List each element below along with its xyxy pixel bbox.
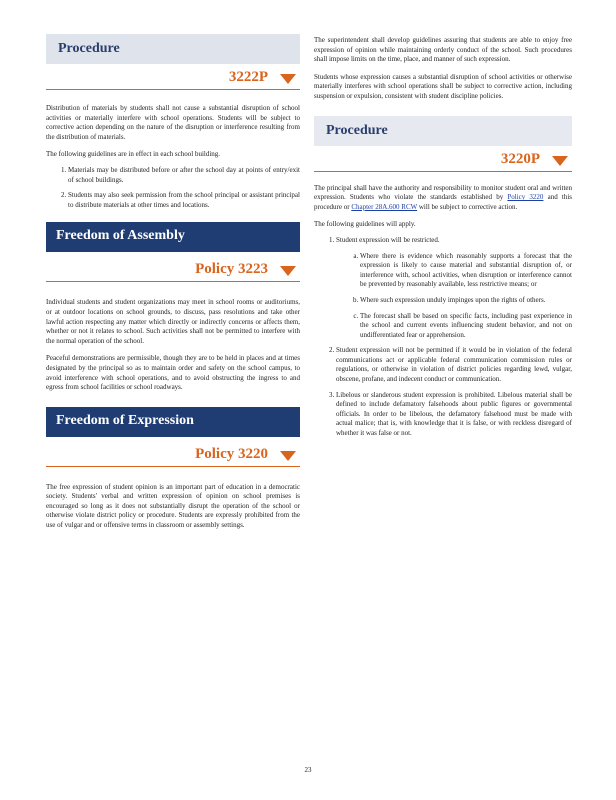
sub-list-item: a. Where there is evidence which reasonably supports a forecast that the expression is likely to cause material and substantial disruption of, or interference with, school activities, when disruption or interference cannot be prevented by reasonably available, less restrictive means; or (360, 252, 572, 290)
divider (314, 171, 572, 172)
page-number: 23 (304, 766, 312, 774)
list-item: 3. Libelous or slanderous student expression is prohibited. Libelous material shall be defined to include defamatory falsehoods about public figures or governmental officials. In order to be libelous, the defamatory falsehood must be made with actual malice; that is, with knowledge that it is false, or with reckless disregard of whether it was false or not. (336, 391, 572, 439)
sub-list (336, 252, 572, 341)
divider (46, 466, 300, 467)
list-item: 1. Materials may be distributed before or after the school day at points of entry/exit of school buildings. (68, 166, 300, 185)
expression-paragraph: The free expression of student opinion is an important part of education in a democratic society. Students' verbal and written expression of opinion on school premises is encouraged so long as it does not substantially disrupt the operation of the school or otherwise violate district policy or procedure. Students are expressly prohibited from the use of vulgar and or offensive terms in classroom or assembly settings. (46, 482, 300, 530)
procedure-title: Procedure (326, 122, 388, 138)
expression-policy-code: Policy 3220 (195, 445, 268, 462)
procedure-title: Procedure (58, 41, 120, 56)
procedure-code-line (46, 64, 300, 90)
list-item: 2. Students may also seek permission from the school principal or assistant principal to distribute materials at other times and locations. (68, 191, 300, 210)
sub-list-item: b. Where such expression unduly impinges upon the rights of others. (360, 296, 572, 306)
assembly-policy-code: Policy 3223 (195, 261, 268, 278)
expression-header-bar (46, 407, 300, 437)
triangle-down-icon (280, 266, 296, 276)
triangle-down-icon (280, 451, 296, 461)
principal-paragraph (314, 184, 572, 213)
assembly-paragraph-2: Peaceful demonstrations are permissible, though they are to be held in places and at times designated by the principal so as to maintain order and safety on the school campus, to avoid interference with school operations, and to avoid obstructing the ingress to and egress from school facilities or school roadways. (46, 354, 300, 392)
list-item: 2. Student expression will not be permitted if it would be in violation of the federal communications act or applicable federal communication commission rules or regulations, or otherwise in violation of district policies regarding lewd, vulgar, obscene, profane, and indecent conduct or communication. (336, 346, 572, 384)
policy-3220-link[interactable]: Policy 3220 (507, 193, 544, 202)
guidelines-intro: The following guidelines are in effect in each school building. (46, 150, 221, 159)
assembly-paragraph-1: Individual students and student organizations may meet in school rooms or auditoriums, or at outdoor locations on school grounds, to discuss, pass resolutions and take other lawful action respecting any matter which directly or indirectly concerns or affects them, whether or not it relates to school. Such activities shall not be permitted to interfere with the normal operation of the school. (46, 298, 300, 345)
distribution-paragraph: Distribution of materials by students shall not cause a substantial disruption of school activities or materially interfere with school operations. Students will be subject to corrective action depending on the nature of the disruption or interference resulting from the distribution of materials. (46, 104, 300, 141)
left-column (46, 0, 300, 531)
superintendent-paragraph: The superintendent shall develop guidelines assuring that students are able to enjoy free expression of opinion while maintaining orderly conduct of the school. Such procedures shall impose limits on the time, place, and manner of such expression. (314, 36, 572, 64)
procedure-code: 3222P (228, 69, 268, 85)
triangle-down-icon (280, 74, 296, 84)
assembly-header-bar (46, 222, 300, 252)
expression-rules-list (314, 236, 572, 439)
principal-text: and this procedure or (314, 193, 573, 211)
divider (46, 89, 300, 90)
list-item (336, 236, 572, 340)
divider (46, 281, 300, 282)
triangle-down-icon (552, 156, 568, 166)
chapter-rcw-link[interactable]: Chapter 28A.600 RCW (351, 202, 418, 211)
list-item-text: Student expression will be restricted. (336, 235, 440, 244)
procedure-header-bar (46, 34, 300, 64)
expression-title: Freedom of Expression (56, 412, 194, 428)
procedure-code-line (314, 146, 572, 172)
procedure-header-bar (314, 116, 572, 146)
principal-text: will be subject to corrective action. (418, 202, 518, 211)
assembly-policy-line (46, 256, 300, 282)
procedure-code: 3220P (500, 150, 540, 167)
disruption-paragraph: Students whose expression causes a substantial disruption of school activities or otherwise materially interferes with school operations shall be subject to corrective action, including suspension or expulsion, consistent with student discipline policies. (314, 72, 572, 100)
sub-list-item: c. The forecast shall be based on specific facts, including past experience in the school and current events influencing student behavior, and not on undifferentiated fear or apprehension. (360, 312, 572, 341)
distribution-list (46, 166, 300, 210)
principal-text: The principal shall have the authority and responsibility to monitor student oral and written expression. Students who violate the standards established by (314, 183, 572, 202)
assembly-title: Freedom of Assembly (56, 228, 185, 244)
right-column (314, 0, 572, 445)
guidelines-intro: The following guidelines will apply. (314, 220, 416, 229)
expression-policy-line (46, 441, 300, 467)
